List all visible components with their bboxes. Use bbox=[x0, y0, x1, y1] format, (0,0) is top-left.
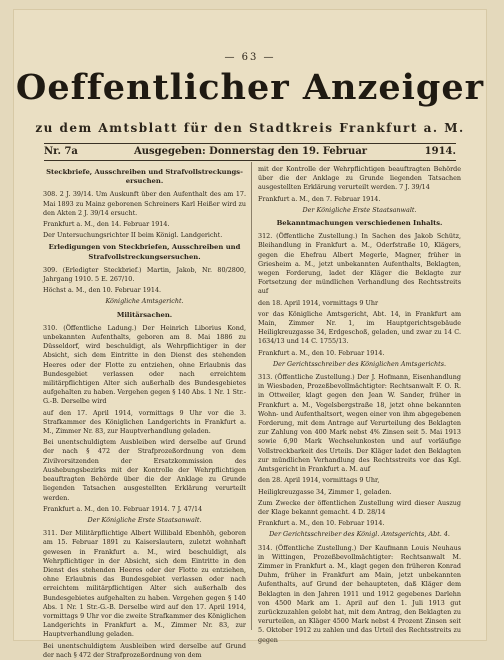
issue-number: Nr. 7a bbox=[44, 146, 78, 157]
notice-paragraph: Frankfurt a. M., den 7. Februar 1914. bbox=[258, 194, 381, 203]
notice-paragraph: vor das Königliche Amtsgericht, Abt. 14, in Frankfurt am Main, Zimmer Nr. 1, im Hauptgerichtsgebäude Heiligkreuzgasse 34, Erdgeschoß, geladen, und zwar zu 14 C. 1634/13 und 14 C. 1755/13. bbox=[258, 309, 461, 346]
notice-paragraph: 311. Der Militärpflichtige Albert Willibald Ebenhöh, geboren am 15. Februar 1891 zu Kaiserslautern, zuletzt wohnhaft gewesen in Frankfurt a. M., wird beschuldigt, als Wehrpflichtiger in der Absicht, sich dem Eintritte in den Dienst des stehenden Heeres oder der Flotte zu entziehen, ohne Erlaubnis das Bundesgebiet verlassen oder nach erreichtem militärpflichtigen Alter sich außerhalb des Bundesgebietes aufgehalten zu haben. Vergehen gegen § 140 Abs. 1 Nr. 1 Str.-G.-B. Derselbe wird auf den 17. April 1914, vormittags 9 Uhr vor die zweite Strafkammer des Königlichen Landgerichts in Frankfurt a. M., Zimmer Nr. 83, zur Hauptverhandlung geladen. bbox=[43, 529, 246, 639]
issue-year: 1914. bbox=[424, 146, 456, 157]
notice-paragraph: Frankfurt a. M., den 10. Februar 1914. 7 J. 47/14 bbox=[43, 504, 203, 513]
issue-date: Ausgegeben: Donnerstag den 19. Februar bbox=[134, 146, 368, 157]
notice-paragraph: Heiligkreuzgasse 34, Zimmer 1, geladen. bbox=[258, 487, 392, 496]
notice-paragraph: Zum Zwecke der öffentlichen Zustellung wird dieser Auszug der Klage bekannt gemacht. 4 D. 28/14 bbox=[258, 498, 461, 516]
left-column bbox=[43, 165, 246, 659]
notice-paragraph: Bei unentschuldigtem Ausbleiben wird derselbe auf Grund der nach § 472 der Strafprozeßordnung von dem Zivilvorsitzenden der Ersatzkommission des Aushebungsbezirks mit der Kontrolle der Wehrpflichtigen beauftragten Behörde über die der Anklage zu Grunde liegenden Tatsachen ausgestellten Erklärung verurteilt werden. bbox=[43, 438, 246, 502]
signature-line: Der Königliche Erste Staatsanwalt. bbox=[87, 515, 202, 524]
newspaper-subtitle: zu dem Amtsblatt für den Stadtkreis Frankfurt a. M. bbox=[35, 121, 465, 135]
notice-paragraph: mit der Kontrolle der Wehrpflichtigen beauftragten Behörde über die der Anklage zu Grunde liegenden Tatsachen ausgestellten Erklärung verurteilt werden. 7 J. 39/14 bbox=[258, 165, 461, 192]
notice-paragraph: Frankfurt a. M., den 14. Februar 1914. bbox=[43, 220, 170, 229]
notice-paragraph: Der Untersuchungsrichter II beim Königl. Landgericht. bbox=[43, 231, 223, 240]
signature-line: Der Königliche Erste Staatsanwalt. bbox=[302, 205, 417, 214]
notice-paragraph: 312. (Öffentliche Zustellung.) In Sachen des Jakob Schütz, Bleihandlung in Frankfurt a. M., Oderfstraße 10, Klägers, gegen die Ehefrau Albert Megerle, Magner, früher in Griesheim a. M., jetzt unbekannten Aufenthalts, Beklagten, wegen Forderung, ladet der Kläger die Beklagte zur Fortsetzung der mündlichen Verhandlung des Rechtsstreits auf bbox=[258, 232, 461, 296]
notice-paragraph: Bei unentschuldigtem Ausbleiben wird derselbe auf Grund der nach § 472 der Strafprozeßordnung von dem bbox=[43, 641, 246, 659]
column-divider bbox=[251, 162, 252, 630]
issue-bar bbox=[44, 143, 456, 161]
notice-paragraph: Höchst a. M., den 10. Februar 1914. bbox=[43, 286, 162, 295]
signature-line: Der Gerichtsschreiber des Königl. Amtsgerichts, Abt. 4. bbox=[269, 530, 450, 539]
section-heading: Erledigungen von Steckbriefen, Ausschreiben und Strafvollstreckungsersuchen. bbox=[48, 243, 241, 261]
notice-paragraph: den 28. April 1914, vormittags 9 Uhr, bbox=[258, 476, 380, 485]
notice-paragraph: Frankfurt a. M., den 10. Februar 1914. bbox=[258, 348, 385, 357]
notice-paragraph: 310. (Öffentliche Ladung.) Der Heinrich Liborius Kond, unbekannten Aufenthalts, geboren am 8. Mai 1886 zu Düsseldorf, wird beschuldigt, als Wehrpflichtiger in der Absicht, sich dem Eintritte in den Dienst des stehenden Heeres oder der Flotte zu entziehen, ohne Erlaubnis das Bundesgebiet verlassen oder nach erreichtem militärpflichtigen Alter sich außerhalb des Bundesgebietes aufgehalten zu haben. Vergehen gegen § 140 Abs. 1 Nr. 1 Str.-G.-B. Derselbe wird bbox=[43, 323, 246, 406]
section-heading: Steckbriefe, Ausschreiben und Strafvollstreckungs-ersuchen. bbox=[46, 168, 243, 186]
section-heading: Militärsachen. bbox=[116, 310, 173, 319]
section-heading: Bekanntmachungen verschiedenen Inhalts. bbox=[276, 219, 443, 228]
notice-paragraph: Frankfurt a. M., den 10. Februar 1914. bbox=[258, 519, 385, 528]
newspaper-title: Oeffentlicher Anzeiger bbox=[15, 67, 485, 108]
notice-paragraph: 314. (Öffentliche Zustellung.) Der Kaufmann Louis Neuhaus in Wittingen, Prozeßbevollmächtigter: Rechtsanwalt M. Zimmer in Frankfurt a. M., klagt gegen den früheren Konrad Duhm, früher in Frankfurt am Main, jetzt unbekannten Aufenthalts, auf Grund der behaupteten, daß Kläger dem Beklagten in den Jahren 1911 und 1912 gegebenes Darlehn von 4500 Mark am 1. April auf den 1. Juli 1913 gut zurückzuzahlen gelobt hat, mit dem Antrag, den Beklagten zu verurteilen, an Kläger 4500 Mark nebst 4 Prozent Zinsen seit 5. Oktober 1912 zu zahlen und das Urteil des Rechtsstreits zu gegen bbox=[258, 543, 461, 644]
notice-paragraph: den 18. April 1914, vormittags 9 Uhr bbox=[258, 298, 379, 307]
signature-line: Königliche Amtsgericht. bbox=[105, 297, 184, 306]
notice-paragraph: 309. (Erledigter Steckbrief.) Martin, Jakob, Nr. 80/2800, Jahrgang 1910. 5 E. 267/10. bbox=[43, 265, 246, 284]
notice-paragraph: 308. 2 J. 39/14. Um Auskunft über den Aufenthalt des am 17. Mai 1893 zu Mainz geborenen Schreiners Karl Heißer wird zu den Akten 2 J. 39/14 ersucht. bbox=[43, 190, 246, 217]
notice-paragraph: 313. (Öffentliche Zustellung.) Der J. Hofmann, Eisenhandlung in Wiesbaden, Prozeßbevollmächtigter: Rechtsanwalt F. O. R. in Ottweiler, klagt gegen den Jean W. Sander, früher in Frankfurt a. M., Vogelsbergstraße 18, jetzt ohne bekannten Wohn- und Aufenthaltsort, wegen einer von ihm abgegebenen Forderung, mit dem Antrage auf Verurteilung des Beklagten zur Zahlung von 400 Mark nebst 4% Zinsen seit 5. Mai 1913 sowie 6,90 Mark Wechselunkosten und auf vorläufige Vollstreckbarkeit des Urteils. Der Kläger ladet den Beklagten zur mündlichen Verhandlung des Rechtsstreits vor das Kgl. Amtsgericht in Frankfurt a. M. auf bbox=[258, 373, 461, 474]
signature-line: Der Gerichtsschreiber des Königlichen Amtsgerichts. bbox=[273, 359, 446, 368]
page-number: — 63 — bbox=[224, 52, 276, 63]
newspaper-page bbox=[14, 10, 486, 659]
notice-paragraph: auf den 17. April 1914, vormittags 9 Uhr vor die 3. Strafkammer des Königlichen Landgerichts in Frankfurt a. M., Zimmer Nr. 83, zur Hauptverhandlung geladen. bbox=[43, 408, 246, 436]
right-column bbox=[258, 165, 461, 644]
